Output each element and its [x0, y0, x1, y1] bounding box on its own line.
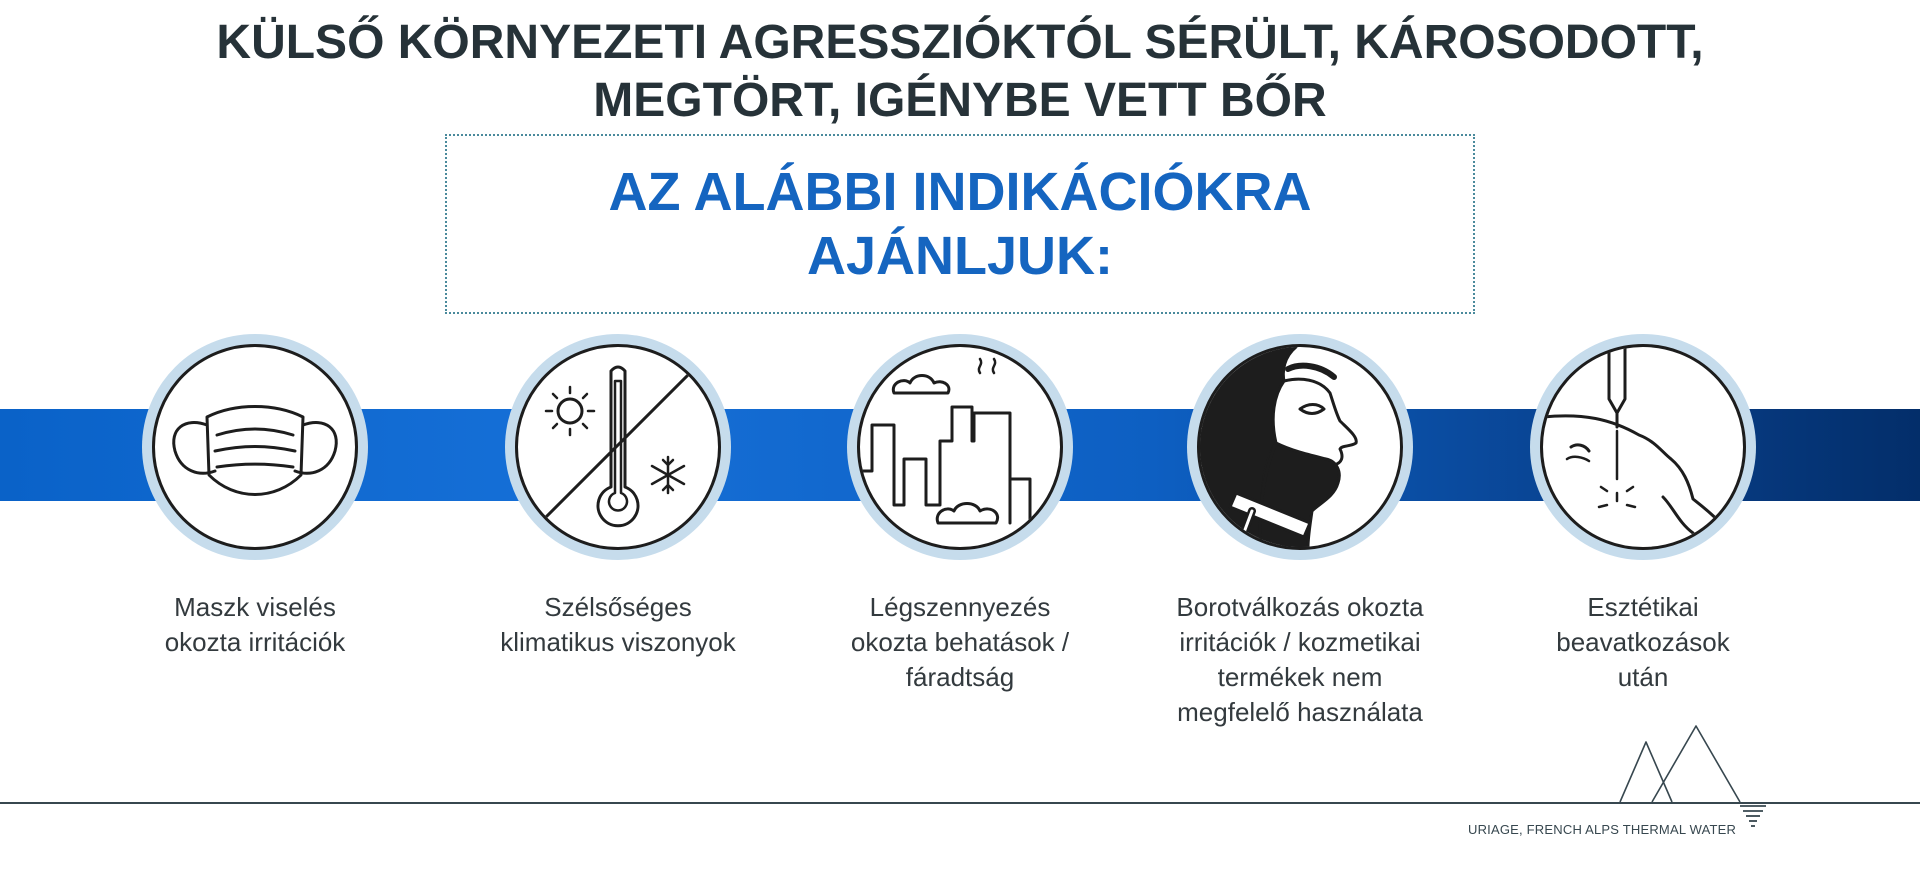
subtitle-line-1: AZ ALÁBBI INDIKÁCIÓKRA	[608, 162, 1312, 222]
label-line: Maszk viselés	[174, 592, 336, 622]
city-pollution-icon	[857, 344, 1063, 550]
icon-ring	[142, 334, 368, 560]
label-line: klimatikus viszonyok	[500, 627, 736, 657]
label-line: termékek nem	[1217, 662, 1383, 692]
brand-tagline: URIAGE, FRENCH ALPS THERMAL WATER	[1468, 822, 1737, 837]
title-line-2: MEGTÖRT, IGÉNYBE VETT BŐR	[593, 74, 1327, 127]
label-line: beavatkozások	[1556, 627, 1730, 657]
icon-ring	[1530, 334, 1756, 560]
indication-label	[448, 590, 788, 660]
label-line: Esztétikai	[1587, 592, 1699, 622]
indication-label	[85, 590, 425, 660]
face-mask-icon	[152, 344, 358, 550]
icon-ring	[847, 334, 1073, 560]
recommendation-box	[445, 134, 1475, 314]
label-line: Szélsőséges	[544, 592, 692, 622]
label-line: irritációk / kozmetikai	[1179, 627, 1421, 657]
icon-ring	[1187, 334, 1413, 560]
title-line-1: KÜLSŐ KÖRNYEZETI AGRESSZIÓKTÓL SÉRÜLT, KÁROSODOTT,	[216, 16, 1704, 69]
icon-ring	[505, 334, 731, 560]
indication-label	[790, 590, 1130, 695]
label-line: okozta behatások /	[850, 627, 1070, 657]
uriage-mountain-logo-icon	[1616, 722, 1768, 838]
shaving-man-icon	[1197, 344, 1403, 550]
label-line: Borotválkozás okozta	[1176, 592, 1424, 622]
label-line: megfelelő használata	[1177, 697, 1423, 727]
aesthetic-procedure-icon	[1540, 344, 1746, 550]
label-line: fáradtság	[905, 662, 1015, 692]
label-line: okozta irritációk	[164, 627, 346, 657]
label-line: után	[1617, 662, 1669, 692]
thermometer-climate-icon	[515, 344, 721, 550]
page-title	[0, 14, 1920, 130]
indication-label	[1130, 590, 1470, 730]
subtitle-line-2: AJÁNLJUK:	[806, 226, 1114, 286]
indication-label	[1473, 590, 1813, 695]
label-line: Légszennyezés	[869, 592, 1051, 622]
